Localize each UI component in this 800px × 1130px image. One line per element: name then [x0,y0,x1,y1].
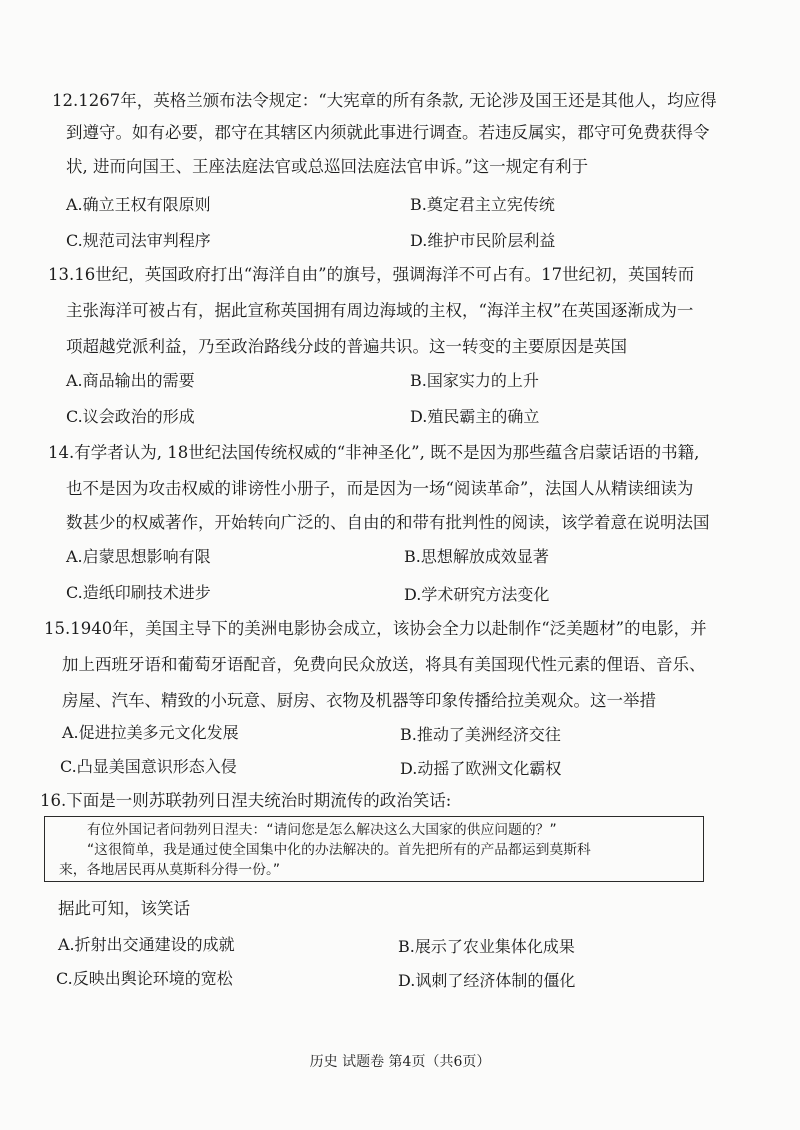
option-d: D.动摇了欧洲文化霸权 [400,759,562,778]
option-a: A.促进拉美多元文化发展 [62,723,239,742]
option-a: A.启蒙思想影响有限 [66,547,211,566]
option-a: A.商品输出的需要 [66,371,195,390]
option-d: D.殖民霸主的确立 [410,407,540,426]
question-text-line: 主张海洋可被占有，据此宣称英国拥有周边海域的主权，“海洋主权”在英国逐渐成为一 [66,301,694,320]
question-text-line: 13.16世纪，英国政府打出“海洋自由”的旗号，强调海洋不可占有。17世纪初，英国转而 [48,265,695,284]
option-c: C.造纸印刷技术进步 [66,583,211,602]
quote-line: 有位外国记者问勃列日涅夫：“请问您是怎么解决这么大国家的供应问题的？” [87,822,557,838]
question-text-line: 到遵守。如有必要，郡守在其辖区内须就此事进行调查。若违反属实，郡守可免费获得令 [66,123,710,142]
question-text-line: 12.1267年，英格兰颁布法令规定：“大宪章的所有条款, 无论涉及国王还是其他人，均应得 [52,91,717,110]
option-d: D.维护市民阶层利益 [410,231,556,250]
question-text-line: 14.有学者认为, 18世纪法国传统权威的“非神圣化”, 既不是因为那些蕴含启蒙话语的书籍, [48,443,700,462]
option-b: B.奠定君主立宪传统 [410,195,555,214]
question-text-line: 16.下面是一则苏联勃列日涅夫统治时期流传的政治笑话: [40,791,452,810]
joke-quote-box [44,816,704,882]
question-text-line: 加上西班牙语和葡萄牙语配音，免费向民众放送，将具有美国现代性元素的俚语、音乐、 [62,655,706,674]
option-d: D.讽刺了经济体制的僵化 [398,971,576,990]
option-c: C.凸显美国意识形态入侵 [60,757,237,776]
option-b: B.展示了农业集体化成果 [398,937,575,956]
option-d: D.学术研究方法变化 [404,585,550,604]
option-c: C.议会政治的形成 [66,407,195,426]
option-b: B.推动了美洲经济交往 [400,725,561,744]
option-b: B.思想解放成效显著 [404,547,549,566]
question-text-line: 也不是因为攻击权威的诽谤性小册子，而是因为一场“阅读革命”，法国人从精读细读为 [66,479,694,498]
option-a: A.折射出交通建设的成就 [58,935,235,954]
question-followup: 据此可知，该笑话 [58,899,190,918]
option-a: A.确立王权有限原则 [66,195,211,214]
quote-line: “这很简单，我是通过使全国集中化的办法解决的。首先把所有的产品都运到莫斯科 [87,842,591,858]
question-text-line: 15.1940年，美国主导下的美洲电影协会成立，该协会全力以赴制作“泛美题材”的电影，并 [44,619,707,638]
quote-line: 来，各地居民再从莫斯科分得一份。” [59,862,280,878]
option-c: C.反映出舆论环境的宽松 [56,969,233,988]
option-c: C.规范司法审判程序 [66,231,211,250]
option-b: B.国家实力的上升 [410,371,539,390]
question-text-line: 数甚少的权威著作，开始转向广泛的、自由的和带有批判性的阅读，该学着意在说明法国 [66,513,710,532]
question-text-line: 房屋、汽车、精致的小玩意、厨房、衣物及机器等印象传播给拉美观众。这一举措 [62,691,656,710]
question-text-line: 项超越党派利益，乃至政治路线分歧的普遍共识。这一转变的主要原因是英国 [66,337,627,356]
question-text-line: 状, 进而向国王、王座法庭法官或总巡回法庭法官申诉。”这一规定有利于 [66,157,589,176]
page-footer: 历史 试题卷 第4页（共6页） [309,1054,491,1070]
